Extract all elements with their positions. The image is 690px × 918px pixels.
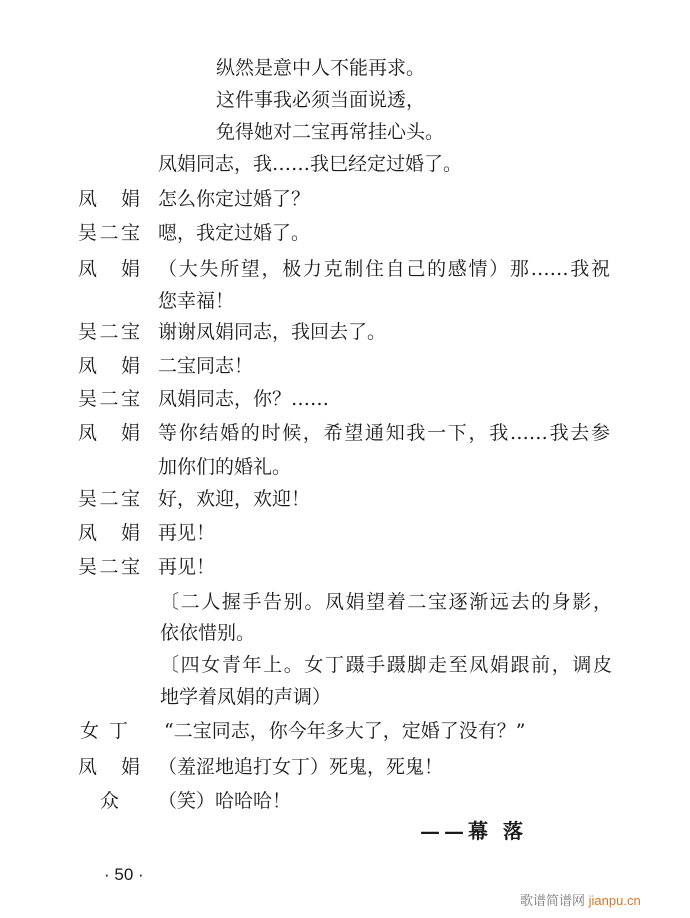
stage-direction: 〔四女青年上。女丁蹑手蹑脚走至凤娟跟前，调皮 — [160, 654, 612, 676]
stage-direction-continuation: 依依惜别。 — [160, 622, 256, 644]
stage-direction: 〔二人握手告别。凤娟望着二宝逐渐远去的身影， — [160, 591, 612, 613]
verse-line: 这件事我必须当面说透， — [216, 89, 426, 111]
stage-direction-continuation: 地学着凤娟的声调） — [160, 686, 332, 708]
speaker: 凤娟 — [78, 522, 140, 544]
dialogue-text: 嗯，我定过婚了。 — [158, 222, 311, 244]
speaker: 女丁 — [80, 720, 128, 742]
speaker: 吴二宝 — [78, 388, 140, 410]
dialogue-text: 谢谢凤娟同志，我回去了。 — [158, 321, 387, 343]
curtain-falls: ——幕 落 — [420, 819, 527, 843]
speaker: 凤娟 — [78, 258, 140, 280]
dialogue-text: （笑）哈哈哈！ — [158, 790, 292, 812]
dialogue-text: 二宝同志！ — [158, 355, 254, 377]
speaker: 吴二宝 — [78, 222, 140, 244]
dialogue-text: 再见！ — [158, 522, 216, 544]
verse-line: 纵然是意中人不能再求。 — [216, 57, 426, 79]
page-number: · 50 · — [104, 865, 144, 884]
speaker: 吴二宝 — [78, 488, 140, 510]
verse-line: 免得她对二宝再常挂心头。 — [216, 121, 445, 143]
watermark-en: jianpu.cn — [588, 893, 641, 908]
watermark — [520, 890, 641, 909]
speaker: 凤娟 — [78, 756, 140, 778]
dialogue-text: 凤娟同志，你？…… — [158, 388, 330, 410]
dialogue-text: （大失所望，极力克制住自己的感情）那……我祝 — [158, 258, 610, 280]
dialogue-continuation: 加你们的婚礼。 — [158, 456, 292, 478]
speaker: 吴二宝 — [78, 321, 140, 343]
dialogue-text: 等你结婚的时候，希望通知我一下，我……我去参 — [158, 422, 610, 444]
watermark-cn: 歌谱简谱网 — [520, 893, 586, 908]
speaker: 凤娟 — [78, 422, 140, 444]
speaker: 吴二宝 — [78, 556, 140, 578]
speaker: 凤娟 — [78, 355, 140, 377]
dialogue-text: 再见！ — [158, 556, 216, 578]
dialogue-text: （羞涩地追打女丁）死鬼，死鬼！ — [158, 756, 444, 778]
dialogue-text: “二宝同志，你今年多大了，定婚了没有？” — [164, 720, 526, 742]
speaker: 众 — [100, 790, 120, 812]
speaker: 凤娟 — [78, 188, 140, 210]
dialogue-continuation: 您幸福！ — [158, 290, 235, 312]
dialogue-text: 怎么你定过婚了？ — [158, 188, 311, 210]
dialogue-text: 凤娟同志，我……我巳经定过婚了。 — [158, 153, 463, 175]
dialogue-text: 好，欢迎，欢迎！ — [158, 488, 311, 510]
